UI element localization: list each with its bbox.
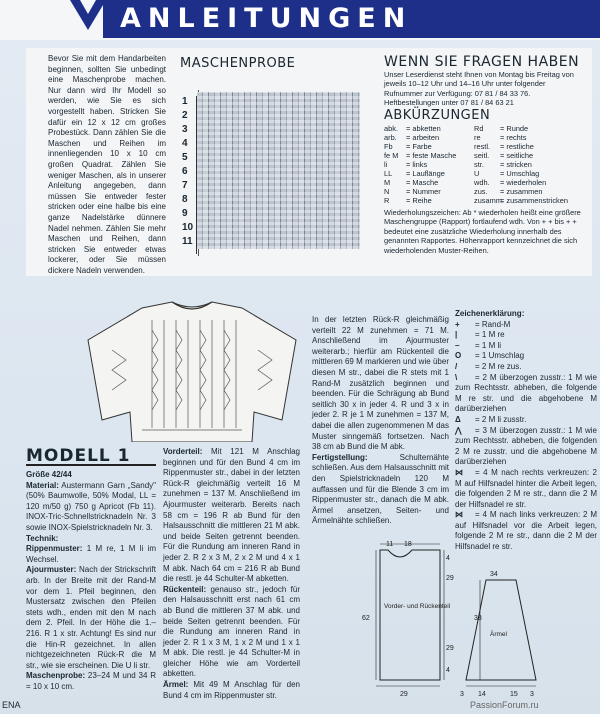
ruler-tick: 9 — [182, 208, 188, 219]
svg-text:38: 38 — [474, 615, 482, 622]
svg-text:29: 29 — [400, 691, 408, 698]
svg-text:18: 18 — [404, 541, 412, 548]
modell-title: MODELL 1 — [26, 446, 156, 466]
schnitt-diagram — [340, 540, 540, 700]
svg-text:3: 3 — [460, 691, 464, 698]
svg-text:62: 62 — [362, 615, 370, 622]
col-fertigstellung: In der letzten Rück-R gleichmäßig verteilt 22 M zunehmen = 71 M. Anschließend im Ajourmuster weiterarb.; hierfür am Rückenteil die mittleren 69 M markieren und wie über diesen M str., dabei die R stets mit 1 Rand-M zusätzlich beginnen und beenden. Für die Schrägung ab Bund seitlich 30 x in jeder 4. R und 3 x in jeder 2. R je 1 M zunehmen = 137 M, dabei die allen zugenommenen M das Muster sinngemäß fortsetzen. Nach 38 cm ab Bund die M abk. Fertigstellung: Schulternähte schließen. Aus dem Halsausschnitt mit den Spielstricknadeln 120 M auffassen und für die Blende 3 cm im Rippenmuster str., danach die M abk. Ärmel ansetzen, Seiten- und Ärmelnähte schließen. — [312, 315, 449, 526]
abk-row: fe M = feste Masche seitl. = seitliche — [384, 151, 534, 160]
knit-swatch-photo — [197, 92, 360, 249]
ruler-tick: 8 — [182, 194, 188, 205]
svg-text:11: 11 — [386, 541, 394, 548]
abk-row: N = Nummer zus. = zusammen — [384, 187, 543, 196]
svg-text:3: 3 — [530, 691, 534, 698]
ruler-tick: 3 — [182, 124, 188, 135]
abk-row: li = links str. = stricken — [384, 160, 532, 169]
ruler-tick: 2 — [182, 110, 188, 121]
svg-text:34: 34 — [490, 571, 498, 578]
svg-text:14: 14 — [478, 691, 486, 698]
ruler — [182, 96, 197, 254]
ruler-tick: 4 — [182, 138, 188, 149]
footer-left: ENA — [2, 700, 21, 710]
zeichen-title: Zeichenerklärung: — [455, 309, 525, 318]
svg-text:4: 4 — [446, 555, 450, 562]
intro-text: Bevor Sie mit dem Handarbeiten beginnen, sollten Sie unbedingt eine Maschenprobe machen. Nur dann wird Ihr Modell so werden, wie Sie es sich vorgestellt haben. Stricken Sie dafür ein 12 x 12 cm großes Probestück. Dann zählen Sie die Maschen und Reihen im innenliegenden 10 x 10 cm großen Quadrat. Zählen Sie weniger Maschen, als in unserer Anleitung angegeben, dann müssen Sie entweder fester stricken oder eine halbe bis eine ganze Nadelstärke dünnere Nadel nehmen. Zählen Sie mehr Maschen und Reihen, dann stricken Sie entweder etwas lockerer, oder Sie müssen dickere Nadeln verwenden. — [48, 54, 166, 275]
abk-row: arb. = arbeiten re = rechts — [384, 133, 527, 142]
svg-text:29: 29 — [446, 575, 454, 582]
svg-text:Ärmel: Ärmel — [490, 631, 507, 638]
fragen-title: WENN SIE FRAGEN HABEN — [384, 54, 580, 70]
col-vorderteil: Vorderteil: Mit 121 M Anschlag beginnen und für den Bund 4 cm im Rippenmuster str., dabei in der letzten Rück-R gleichmäßig verteilt 16 M zunehmen = 137 M. Anschließend im Ajourmuster weiterarb. Bereits nach 58 cm = 196 R ab Bund für den Halsausschnitt die mittleren 21 M abk. und beide Seiten getrennt beenden. Für die Rundung am inneren Rand in jeder 2. R 2 x 3 M, 2 x 2 M und 4 x 1 M abk. Nach 64 cm = 216 R ab Bund die restl. je 44 Schulter-M abketten. Rückenteil: genauso str., jedoch für den Halsausschnitt erst nach 61 cm ab Bund die mittleren 37 M abk. und beide Seiten getrennt beenden. Für die Rundung am inneren Rand in jeder 2. R 1 x 3 M, 1 x 2 M und 1 x 1 M abk. Die restl. je 44 Schulter-M in gleicher Höhe wie am Vorderteil abketten. Ärmel: Mit 49 M Anschlag für den Bund 4 cm im Rippenmuster str. — [163, 447, 300, 700]
col-material: Größe 42/44 Material: Austermann Garn „Sandy" (50% Baumwolle, 50% Modal, LL = 120 m/50 g) 750 g Apricot (Fb 11). INOX-Tric-Schnellstricknadeln Nr. 3 sowie INOX-Spielstricknadeln Nr. 3. Technik: Rippenmuster: 1 M re, 1 M li im Wechsel. Ajourmuster: Nach der Strickschrift arb. In der Breite mit der Rand-M vor dem 1. Pfeil beginnen, den Mustersatz zwischen den Pfeilen stets wdh., enden mit den M nach dem 2. Pfeil. In der Höhe die 1.–216. R 1 x str. Achtung! Es sind nur die Hin-R gezeichnet. In allen nichtgezeichneten Rück-R die M str., wie sie erscheinen. Die U li str. Maschenprobe: 23–24 M und 34 R = 10 x 10 cm. — [26, 470, 156, 691]
ruler-tick: 1 — [182, 96, 188, 107]
banner-arrow-inner — [80, 0, 96, 14]
abk-title: ABKÜRZUNGEN — [384, 108, 491, 123]
wdh-text: Wiederholungszeichen: Ab * wiederholen heißt eine größere Maschengruppe (Rapport) fortlaufend wdh. Von + + bis + + bedeutet eine zusätzliche Wiederholung innerhalb des genannten Rapportes. Höhenrapport kennzeichnet die sich wiederholenden Muster-Reihen. — [384, 208, 581, 255]
sweater-illustration — [82, 300, 302, 442]
ruler-tick: 5 — [182, 152, 188, 163]
abk-table — [384, 124, 584, 205]
page-title: ANLEITUNGEN — [120, 3, 413, 34]
groesse: Größe 42/44 — [26, 470, 72, 479]
col-zeichenerklaerung: Zeichenerklärung: + = Rand-M | = 1 M re – = 1 M li O = 1 Umschlag / = 2 M re zus. \ = 2 M überzogen zusstr.: 1 M wie zum Rechtsstr. abheben, die folgende M re str. und die abgehobene M darüberziehen Δ = 2 M li zusstr. ⋀ = 3 M überzogen zusstr.: 1 M wie zum Rechtsstr. abheben, die folgenden 2 M re zusstr. und die abgehobene M darüberziehen ⋈ = 4 M nach rechts verkreuzen: 2 M auf Hilfsnadel hinter die Arbeit legen, die folgenden 2 M re str., dann die 2 M der Hilfsnadel re str. ⋈ = 4 M nach links verkreuzen: 2 M auf Hilfsnadel vor die Arbeit legen, folgende 2 M re str., dann die 2 M der Hilfsnadel re str. — [455, 309, 597, 552]
svg-text:29: 29 — [446, 645, 454, 652]
svg-text:15: 15 — [510, 691, 518, 698]
abk-row: LL = Lauflänge U = Umschlag — [384, 169, 540, 178]
fragen-text: Unser Leserdienst steht Ihnen von Montag bis Freitag von jeweils 10–12 Uhr und 14–16 Uhr unter folgender Rufnummer zur Verfügung: 07 81 / 84 33 76. Heftbestellungen unter 07 81 / 84 63 21 — [384, 70, 574, 108]
ruler-tick: 6 — [182, 166, 188, 177]
ruler-tick: 10 — [182, 222, 194, 233]
abk-row: abk. = abketten Rd = Runde — [384, 124, 529, 133]
ruler-tick: 7 — [182, 180, 188, 191]
abk-row: Fb = Farbe restl. = restliche — [384, 142, 534, 151]
ruler-tick: 11 — [182, 236, 193, 247]
watermark: PassionForum.ru — [470, 700, 539, 710]
abk-row: R = Reihe zusamm. = zusammenstricken — [384, 196, 568, 205]
maschenprobe-title: MASCHENPROBE — [180, 56, 296, 71]
abk-row: M = Masche wdh. = wiederholen — [384, 178, 547, 187]
svg-text:4: 4 — [446, 667, 450, 674]
svg-text:Vorder- und Rückenteil: Vorder- und Rückenteil — [384, 603, 451, 610]
